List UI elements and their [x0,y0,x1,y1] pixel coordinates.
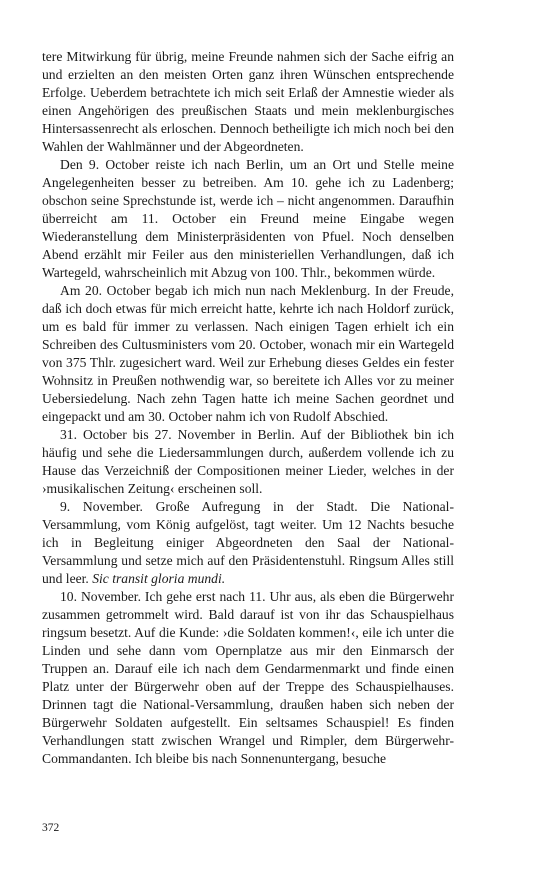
page-number: 372 [42,822,60,834]
paragraph [42,498,454,588]
page-body [42,48,454,768]
paragraph: Den 9. October reiste ich nach Berlin, um an Ort und Stelle meine Angelegenheiten besser zu betreiben. Am 10. gehe ich zu Ladenberg; obschon seine Sprechstunde ist, werde ich – nicht angenommen. Daraufhin überreicht am 11. October ein Freund meine Eingabe wegen Wiederanstellung dem Ministerpräsidenten von Pfuel. Noch denselben Abend erzählt mir Feiler aus den ministeriellen Verhandlungen, daß ich Wartegeld, wahrscheinlich mit Abzug von 100. Thlr., bekommen würde. [42,157,454,280]
paragraph: Am 20. October begab ich mich nun nach Meklenburg. In der Freude, daß ich doch etwas für mich erreicht hatte, kehrte ich nach Holdorf zurück, um es bald für immer zu verlassen. Nach einigen Tagen erhielt ich ein Schreiben des Cultusministers vom 20. October, wonach mir ein Wartegeld von 375 Thlr. zugesichert ward. Weil zur Erhebung dieses Geldes ein fester Wohnsitz in Preußen nothwendig war, so bereitete ich Alles vor zu meiner Uebersiedelung. Nach zehn Tagen hatte ich meine Sachen geordnet und eingepackt und am 30. October nahm ich von Rudolf Abschied. [42,283,454,424]
paragraph: tere Mitwirkung für übrig, meine Freunde nahmen sich der Sache eifrig an und erzielten an den meisten Orten ganz ihren Wünschen entsprechende Erfolge. Ueberdem betrachtete ich mich seit Erlaß der Amnestie wieder als einen Angehörigen des preußischen Staats und mein meklenburgisches Hintersassenrecht als erloschen. Dennoch betheiligte ich mich noch bei den Wahlen der Wahlmänner und der Abgeordneten. [42,49,454,154]
paragraph: 31. October bis 27. November in Berlin. Auf der Bibliothek bin ich häufig und sehe die Liedersammlungen durch, außerdem vollende ich zu Hause das Verzeichniß der Compositionen meiner Lieder, welches in der ›musikalischen Zeitung‹ erscheinen soll. [42,427,454,496]
paragraph: 10. November. Ich gehe erst nach 11. Uhr aus, als eben die Bürgerwehr zusammen getrommelt wird. Bald darauf ist von ihr das Schauspielhaus ringsum besetzt. Auf die Kunde: ›die Soldaten kommen!‹, eile ich unter die Linden und sehe dann vom Opernplatze aus mir den Einmarsch der Truppen an. Darauf eile ich nach dem Gendarmenmarkt und finde einen Platz unter der Bürgerwehr oben auf der Treppe des Schauspielhauses. Drinnen tagt die National-Versammlung, draußen haben sich neben der Bürgerwehr Soldaten aufgestellt. Ein seltsames Schauspiel! Es finden Verhandlungen statt zwischen Wrangel und Rimpler, dem Bürgerwehr-Commandanten. Ich bleibe bis nach Sonnenuntergang, besuche [42,589,454,766]
paragraph-text: 9. November. Große Aufregung in der Stadt. Die National-Versammlung, vom König aufgelöst, tagt weiter. Um 12 Nachts besuche ich in Begleitung einiger Abgeordneten den Saal der National-Versammlung und setze mich auf den Präsidentenstuhl. Ringsum Alles still und leer. [42,499,454,586]
latin-quote: Sic transit gloria mundi. [92,571,226,586]
